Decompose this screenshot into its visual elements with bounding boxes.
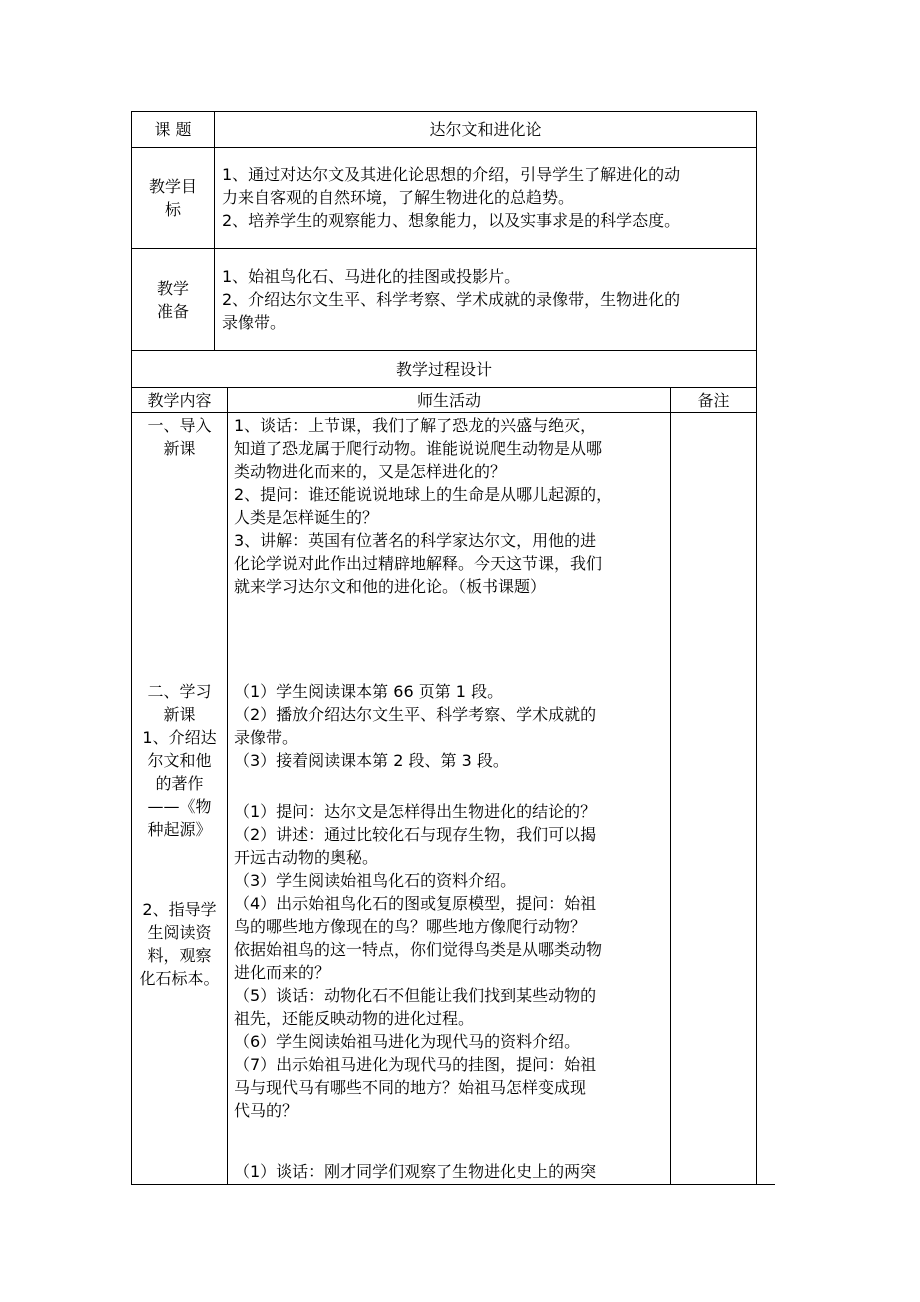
column-header-content: 教学内容 bbox=[147, 391, 212, 410]
content-col-divider bbox=[227, 387, 228, 1185]
content-section-new-lesson: 二、学习 新课 1、介绍达 尔文和他 的著作 ——《物 种起源》 bbox=[142, 682, 217, 839]
table-line-after-col-headers bbox=[131, 412, 757, 413]
topic-label: 课 题 bbox=[154, 120, 192, 139]
column-header-notes: 备注 bbox=[697, 391, 730, 410]
prep-text: 1、始祖鸟化石、马进化的挂图或投影片。 2、介绍达尔文生平、科学考察、学术成就的录像带，生物进化的 录像带。 bbox=[222, 267, 681, 332]
table-line-after-process-title bbox=[131, 387, 757, 388]
activity-block-reading: （1）学生阅读课本第 66 页第 1 段。 （2）播放介绍达尔文生平、科学考察、学术成就的 录像带。 （3）接着阅读课本第 2 段、第 3 段。 bbox=[234, 682, 597, 770]
table-line-after-topic bbox=[131, 147, 757, 148]
column-header-activity: 师生活动 bbox=[416, 391, 481, 410]
process-title: 教学过程设计 bbox=[395, 360, 492, 379]
content-section-intro: 一、导入 新课 bbox=[147, 416, 212, 458]
notes-col-divider bbox=[670, 387, 671, 1185]
activity-block-intro: 1、谈话：上节课，我们了解了恐龙的兴盛与绝灭， 知道了恐龙属于爬行动物。谁能说说爬生动物是从哪 类动物进化而来的，又是怎样进化的？ 2、提问：谁还能说说地球上的生命是从哪儿起源的， 人类是怎样诞生的？ 3、讲解：英国有位著名的科学家达尔文，用他的进 化论学说对此作出过精辟地解释。今天这节课，我们 就来学习达尔文和他的进化论。（板书课题） bbox=[234, 416, 613, 596]
goals-text: 1、通过对达尔文及其进化论思想的介绍，引导学生了解进化的动 力来自客观的自然环境，了解生物进化的总趋势。 2、培养学生的观察能力、想象能力，以及实事求是的科学态度。 bbox=[222, 165, 681, 230]
table-line-after-goals bbox=[131, 248, 757, 249]
table-border-right bbox=[756, 111, 757, 1185]
activity-block-summary: （1）谈话：刚才同学们观察了生物进化史上的两突 bbox=[234, 1162, 597, 1181]
topic-title: 达尔文和进化论 bbox=[429, 120, 542, 139]
activity-block-fossils: （1）提问：达尔文是怎样得出生物进化的结论的？ （2）讲述：通过比较化石与现存生物，我们可以揭 开远古动物的奥秘。 （3）学生阅读始祖鸟化石的资料介绍。 （4）出示始祖鸟化石的图或复原模型，提问：始祖 鸟的哪些地方像现在的鸟？哪些地方像爬行动物？ 依据始祖鸟的这一特点，你们觉得鸟类是从哪类动物 进化而来的？ （5）谈话：动物化石不但能让我们找到某些动物的 祖先，还能反映动物的进化过程。 （6）学生阅读始祖马进化为现代马的资料介绍。 （7）出示始祖马进化为现代马的挂图，提问：始祖 马与现代马有哪些不同的地方？始祖马怎样变成现 代马的？ bbox=[234, 802, 603, 1120]
table-line-after-prep bbox=[131, 350, 757, 351]
content-section-guide-reading: 2、指导学 生阅读资 料，观察 化石标本。 bbox=[139, 900, 220, 988]
header-label-divider bbox=[214, 111, 215, 351]
table-border-left bbox=[131, 111, 132, 1185]
goals-label: 教学目 标 bbox=[148, 177, 197, 219]
table-border-top bbox=[131, 111, 757, 112]
prep-label: 教学 准备 bbox=[156, 279, 189, 321]
